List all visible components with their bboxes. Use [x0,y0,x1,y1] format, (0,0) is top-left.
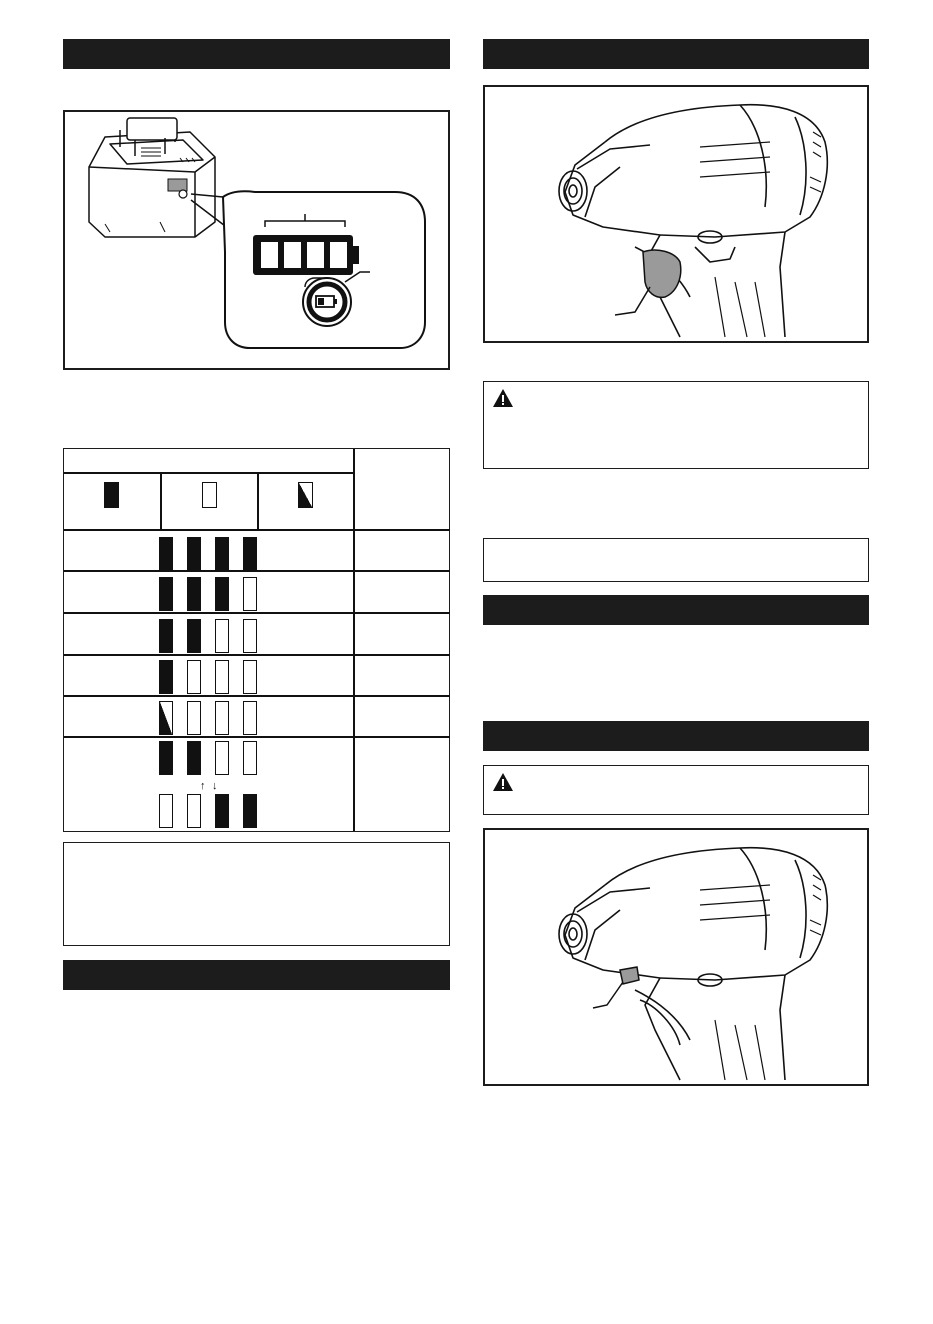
battery-figure [63,110,450,370]
warning-triangle-icon [492,388,514,408]
battery-gauge-icon [253,235,359,275]
warning-box-2 [483,765,869,815]
blink-arrow-up-icon: ↑ [200,780,206,792]
warning-box-1 [483,381,869,469]
impact-driver-illustration [485,87,867,341]
section-header-bar-2 [63,960,450,990]
legend-blinking-lamp [298,482,313,508]
indicator-table [63,448,450,832]
section-header-bar-1 [63,39,450,69]
battery-check-button-icon [303,278,351,326]
light-switch-icon [620,967,639,984]
tool-figure-top [483,85,869,343]
blink-arrow-down-icon: ↓ [212,780,218,792]
tool-figure-bottom [483,828,869,1086]
section-header-bar-3 [483,39,869,69]
note-box-left [63,842,450,946]
warning-triangle-icon [492,772,514,792]
impact-driver-illustration [485,830,867,1084]
battery-illustration [65,112,448,368]
legend-lit-lamp [104,482,119,508]
note-box-right [483,538,869,582]
section-header-bar-5 [483,721,869,751]
check-panel-highlight [168,179,187,191]
legend-off-lamp [202,482,217,508]
section-header-bar-4 [483,595,869,625]
